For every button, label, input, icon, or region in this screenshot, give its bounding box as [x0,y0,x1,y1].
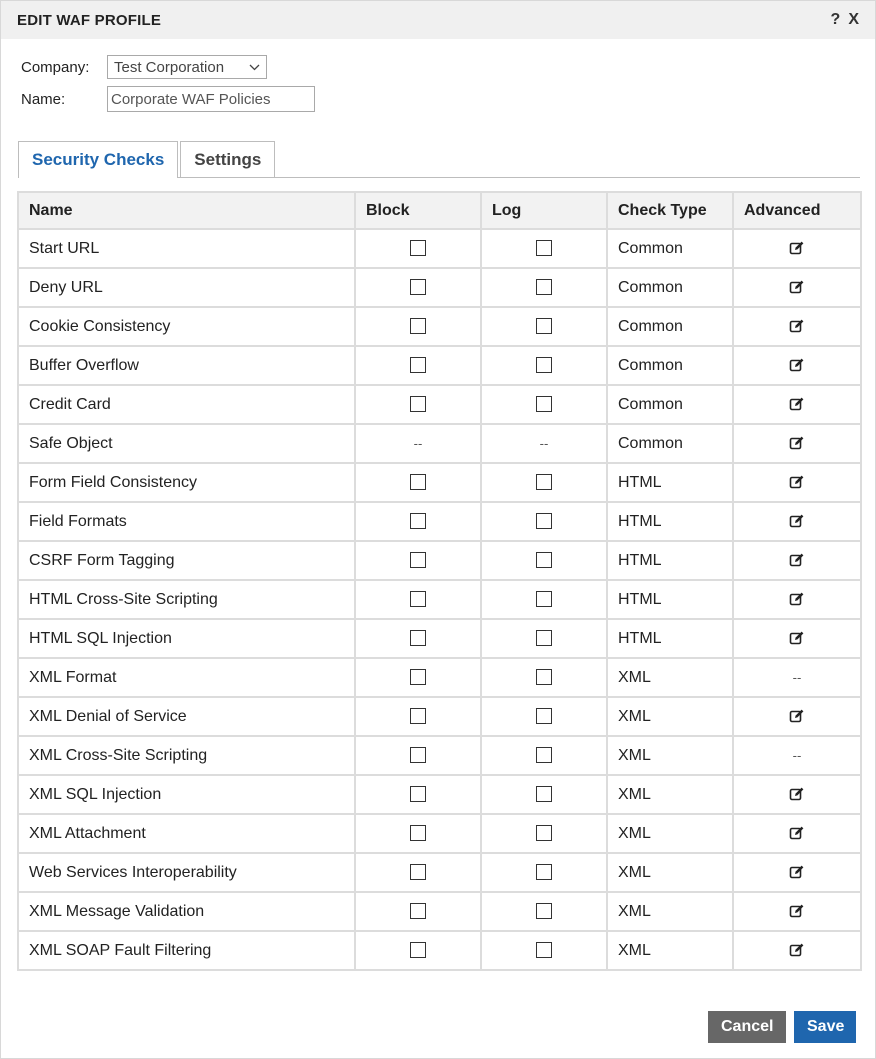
log-checkbox[interactable] [536,864,552,880]
advanced-cell [733,580,861,619]
log-cell [481,775,607,814]
log-cell [481,619,607,658]
edit-icon[interactable] [789,630,805,646]
log-cell [481,307,607,346]
advanced-cell [733,307,861,346]
log-cell [481,853,607,892]
table-row [18,541,861,580]
table-row [18,814,861,853]
log-cell [481,229,607,268]
table-row [18,463,861,502]
log-checkbox[interactable] [536,747,552,763]
edit-icon[interactable] [789,240,805,256]
log-checkbox[interactable] [536,318,552,334]
block-cell [355,736,481,775]
check-type: HTML [607,619,733,658]
block-checkbox[interactable] [410,318,426,334]
block-cell [355,619,481,658]
log-cell [481,931,607,970]
table-row [18,502,861,541]
check-name: XML SOAP Fault Filtering [18,931,355,970]
check-name: HTML Cross-Site Scripting [18,580,355,619]
block-cell [355,346,481,385]
check-name: XML SQL Injection [18,775,355,814]
block-cell [355,541,481,580]
check-name: Web Services Interoperability [18,853,355,892]
log-checkbox[interactable] [536,786,552,802]
block-checkbox[interactable] [410,591,426,607]
table-row [18,385,861,424]
check-name: XML Denial of Service [18,697,355,736]
block-checkbox[interactable] [410,240,426,256]
advanced-cell [733,346,861,385]
dialog-footer [708,1011,856,1043]
tab-bar [18,142,860,178]
edit-icon[interactable] [789,708,805,724]
advanced-not-applicable: -- [792,747,802,763]
block-checkbox[interactable] [410,396,426,412]
log-cell [481,541,607,580]
block-checkbox[interactable] [410,825,426,841]
check-name: Form Field Consistency [18,463,355,502]
table-row [18,307,861,346]
log-cell [481,892,607,931]
check-name: Buffer Overflow [18,346,355,385]
log-not-applicable: -- [539,435,549,451]
advanced-cell [733,814,861,853]
header-block: Block [355,192,481,229]
check-name: XML Format [18,658,355,697]
block-checkbox[interactable] [410,786,426,802]
check-type: XML [607,931,733,970]
log-cell [481,385,607,424]
block-cell [355,658,481,697]
advanced-cell [733,268,861,307]
block-cell [355,229,481,268]
header-check-type: Check Type [607,192,733,229]
check-name: Credit Card [18,385,355,424]
block-cell [355,775,481,814]
block-checkbox[interactable] [410,942,426,958]
company-select-value: Test Corporation [114,58,225,76]
advanced-cell [733,424,861,463]
advanced-cell [733,892,861,931]
log-checkbox[interactable] [536,903,552,919]
log-cell [481,697,607,736]
block-checkbox[interactable] [410,747,426,763]
log-checkbox[interactable] [536,591,552,607]
block-checkbox[interactable] [410,552,426,568]
check-type: XML [607,697,733,736]
table-row [18,619,861,658]
log-checkbox[interactable] [536,825,552,841]
block-checkbox[interactable] [410,708,426,724]
advanced-cell [733,658,861,697]
header-name: Name [18,192,355,229]
check-name: Deny URL [18,268,355,307]
help-icon[interactable]: ? [830,11,841,28]
close-icon[interactable]: X [848,11,859,28]
edit-icon[interactable] [789,474,805,490]
advanced-cell [733,736,861,775]
table-row [18,580,861,619]
company-select[interactable] [107,55,267,79]
block-cell [355,814,481,853]
block-checkbox[interactable] [410,357,426,373]
name-row [21,83,855,115]
advanced-cell [733,697,861,736]
check-name: Cookie Consistency [18,307,355,346]
log-checkbox[interactable] [536,708,552,724]
edit-icon[interactable] [789,591,805,607]
log-cell [481,658,607,697]
table-row [18,853,861,892]
edit-icon[interactable] [789,864,805,880]
advanced-cell [733,775,861,814]
check-name: XML Cross-Site Scripting [18,736,355,775]
advanced-cell [733,502,861,541]
advanced-not-applicable: -- [792,669,802,685]
check-type: XML [607,775,733,814]
log-cell [481,346,607,385]
block-checkbox[interactable] [410,864,426,880]
table-row [18,697,861,736]
block-cell [355,853,481,892]
edit-icon[interactable] [789,357,805,373]
check-name: Field Formats [18,502,355,541]
log-checkbox[interactable] [536,240,552,256]
block-checkbox[interactable] [410,474,426,490]
check-type: Common [607,346,733,385]
advanced-cell [733,619,861,658]
check-type: XML [607,736,733,775]
check-name: Safe Object [18,424,355,463]
advanced-cell [733,385,861,424]
log-checkbox[interactable] [536,474,552,490]
check-type: XML [607,814,733,853]
header-advanced: Advanced [733,192,861,229]
tab-settings[interactable]: Settings [180,141,275,177]
check-name: CSRF Form Tagging [18,541,355,580]
title-actions [831,11,859,29]
block-cell [355,424,481,463]
profile-form [1,39,875,115]
edit-icon[interactable] [789,396,805,412]
log-checkbox[interactable] [536,396,552,412]
check-name: Start URL [18,229,355,268]
log-checkbox[interactable] [536,669,552,685]
edit-icon[interactable] [789,942,805,958]
table-row [18,931,861,970]
log-cell [481,814,607,853]
chevron-down-icon [249,64,260,71]
check-type: Common [607,424,733,463]
table-header-row [18,192,861,229]
check-name: HTML SQL Injection [18,619,355,658]
check-type: Common [607,385,733,424]
log-checkbox[interactable] [536,357,552,373]
table-row [18,268,861,307]
check-type: XML [607,892,733,931]
log-cell [481,268,607,307]
block-cell [355,268,481,307]
advanced-cell [733,853,861,892]
edit-icon[interactable] [789,318,805,334]
name-label: Name: [21,90,66,108]
block-cell [355,385,481,424]
edit-icon[interactable] [789,552,805,568]
edit-icon[interactable] [789,903,805,919]
edit-icon[interactable] [789,786,805,802]
table-body [18,229,861,970]
block-cell [355,502,481,541]
name-input[interactable] [107,86,315,112]
block-checkbox[interactable] [410,903,426,919]
check-type: HTML [607,463,733,502]
edit-icon[interactable] [789,435,805,451]
log-checkbox[interactable] [536,279,552,295]
table-row [18,892,861,931]
block-checkbox[interactable] [410,669,426,685]
log-checkbox[interactable] [536,630,552,646]
header-log: Log [481,192,607,229]
advanced-cell [733,229,861,268]
advanced-cell [733,541,861,580]
table-row [18,736,861,775]
block-checkbox[interactable] [410,513,426,529]
check-type: HTML [607,502,733,541]
edit-icon[interactable] [789,513,805,529]
block-cell [355,580,481,619]
edit-icon[interactable] [789,279,805,295]
log-cell [481,424,607,463]
check-type: HTML [607,580,733,619]
check-type: Common [607,307,733,346]
company-row [21,51,855,83]
dialog-titlebar [1,1,875,39]
block-cell [355,931,481,970]
check-name: XML Message Validation [18,892,355,931]
table-row [18,229,861,268]
check-type: XML [607,658,733,697]
block-cell [355,307,481,346]
tab-security-checks[interactable]: Security Checks [18,141,178,178]
block-cell [355,463,481,502]
security-checks-table [17,191,862,971]
dialog-title: EDIT WAF PROFILE [17,11,162,29]
table-row [18,775,861,814]
block-checkbox[interactable] [410,630,426,646]
check-type: XML [607,853,733,892]
check-type: Common [607,229,733,268]
company-label: Company: [21,58,90,76]
log-cell [481,736,607,775]
log-checkbox[interactable] [536,552,552,568]
advanced-cell [733,931,861,970]
block-checkbox[interactable] [410,279,426,295]
check-type: Common [607,268,733,307]
check-type: HTML [607,541,733,580]
edit-icon[interactable] [789,825,805,841]
block-not-applicable: -- [413,435,423,451]
log-cell [481,580,607,619]
log-cell [481,463,607,502]
block-cell [355,697,481,736]
check-name: XML Attachment [18,814,355,853]
log-checkbox[interactable] [536,942,552,958]
advanced-cell [733,463,861,502]
security-checks-table-wrap [17,191,860,971]
block-cell [355,892,481,931]
cancel-button[interactable]: Cancel [708,1011,786,1043]
table-row [18,346,861,385]
save-button[interactable]: Save [794,1011,856,1043]
table-row [18,658,861,697]
table-row [18,424,861,463]
log-cell [481,502,607,541]
log-checkbox[interactable] [536,513,552,529]
